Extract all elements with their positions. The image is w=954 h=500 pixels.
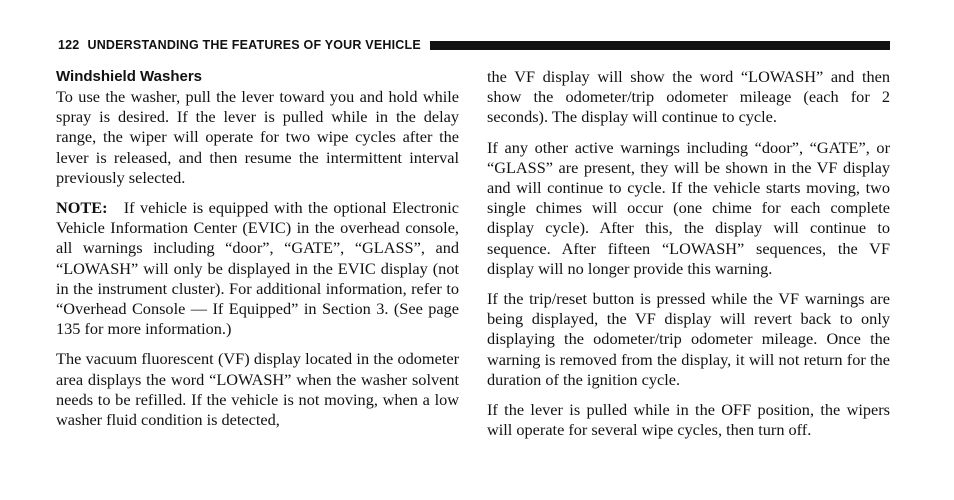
right-column	[487, 67, 890, 450]
note-text: If vehicle is equipped with the optional Electronic Vehicle Information Center (EVIC) in the overhead console, all warnings including “door”, “GATE”, “GLASS”, and “LOWASH” will only be displayed in the EVIC display (not in the instrument cluster). For additional information, refer to “Overhead Console — If Equipped” in Section 3. (See page 135 for more information.)	[56, 198, 459, 339]
off-position-paragraph: If the lever is pulled while in the OFF position, the wipers will operate for several wipe cycles, then turn off.	[487, 400, 890, 440]
page-header	[58, 37, 890, 53]
other-warnings-paragraph: If any other active warnings including “door”, “GATE”, or “GLASS” are present, they will be shown in the VF display and will continue to cycle. If the vehicle starts moving, two single chimes will occur (one chime for each complete display cycle). After this, the display will continue to sequence. After fifteen “LOWASH” sequences, the VF display will no longer provide this warning.	[487, 137, 890, 278]
vf-display-paragraph: The vacuum fluorescent (VF) display located in the odometer area displays the word “LOWASH” when the washer solvent needs to be refilled. If the vehicle is not moving, when a low washer fluid condition is detected,	[56, 349, 459, 430]
left-column	[56, 67, 459, 440]
note-label: NOTE:	[56, 198, 108, 218]
section-title: UNDERSTANDING THE FEATURES OF YOUR VEHICLE	[87, 38, 421, 52]
lowash-cycle-paragraph: the VF display will show the word “LOWASH” and then show the odometer/trip odometer mileage (each for 2 seconds). The display will continue to cycle.	[487, 67, 890, 127]
trip-reset-paragraph: If the trip/reset button is pressed while the VF warnings are being displayed, the VF display will revert back to only displaying the odometer/trip odometer mileage. Once the warning is removed from the display, it will not return for the duration of the ignition cycle.	[487, 289, 890, 389]
page-number: 122	[58, 38, 80, 52]
washer-usage-paragraph: To use the washer, pull the lever toward you and hold while spray is desired. If the lever is pulled while in the delay range, the wiper will operate for two wipe cycles after the lever is released, and then resume the intermittent interval previously selected.	[56, 87, 459, 187]
note-paragraph	[56, 198, 459, 339]
section-heading: Windshield Washers	[56, 68, 203, 85]
header-rule-bar	[430, 41, 890, 50]
